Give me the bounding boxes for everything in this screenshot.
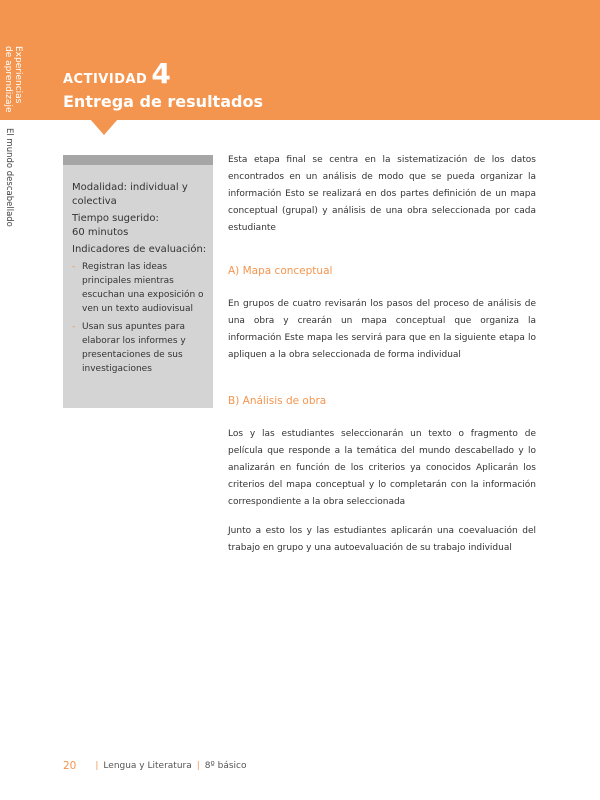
modalidad-text: Modalidad: individual y colectiva bbox=[72, 182, 188, 207]
banner-notch bbox=[90, 119, 118, 135]
indicator-item: - Usan sus apuntes para elaborar los informes y presentaciones de sus investigaciones bbox=[72, 320, 207, 376]
info-box-content bbox=[72, 181, 207, 380]
section-b-heading: B) Análisis de obra bbox=[228, 395, 327, 407]
intro-paragraph: Esta etapa final se centra en la sistematización de los datos encontrados en un análisis de modo que se pueda organizar la información Esto se realizará en dos partes definición de un mapa conceptual (grupal) y análisis de una obra seleccionada por cada estudiante bbox=[228, 155, 536, 233]
footer-subject: Lengua y Literatura bbox=[103, 761, 192, 771]
page-number: 20 bbox=[63, 760, 77, 772]
info-box-tab bbox=[63, 155, 213, 165]
closing-paragraph: Junto a esto los y las estudiantes aplicarán una coevaluación del trabajo en grupo y una autoevaluación de su trabajo individual bbox=[228, 526, 536, 553]
section-side-label: Experiencias de aprendizaje bbox=[3, 46, 23, 113]
tiempo-value: 60 minutos bbox=[72, 227, 129, 238]
section-b-paragraph: Los y las estudiantes seleccionarán un texto o fragmento de película que responde a la temática del mundo descabellado y lo analizarán en función de los criterios ya conocidos Aplicarán los criterios del mapa conceptual y lo completarán con la información correspondiente a la obra seleccionada bbox=[228, 429, 536, 507]
tiempo-label: Tiempo sugerido: bbox=[72, 213, 159, 224]
indicator-item: - Registran las ideas principales mientras escuchan una exposición o ven un texto audiovisual bbox=[72, 260, 207, 316]
page-title: Entrega de resultados bbox=[63, 92, 263, 111]
section-a-heading: A) Mapa conceptual bbox=[228, 265, 333, 277]
indicators-list bbox=[72, 260, 207, 376]
footer-separator: | bbox=[95, 761, 99, 771]
activity-number: 4 bbox=[151, 57, 171, 90]
indicadores-label: Indicadores de evaluación: bbox=[72, 244, 207, 255]
footer-grade: 8º básico bbox=[204, 761, 247, 771]
section-a-paragraph: En grupos de cuatro revisarán los pasos del proceso de análisis de una obra y crearán un mapa conceptual que organiza la información Este mapa les servirá para que en la siguiente etapa lo apliquen a la obra seleccionada de forma individual bbox=[228, 299, 536, 360]
footer-separator: | bbox=[196, 761, 200, 771]
activity-heading bbox=[63, 57, 171, 90]
unit-side-label: El mundo descabellado bbox=[4, 128, 14, 227]
activity-word: ACTIVIDAD bbox=[63, 72, 148, 87]
page-footer bbox=[63, 760, 247, 772]
